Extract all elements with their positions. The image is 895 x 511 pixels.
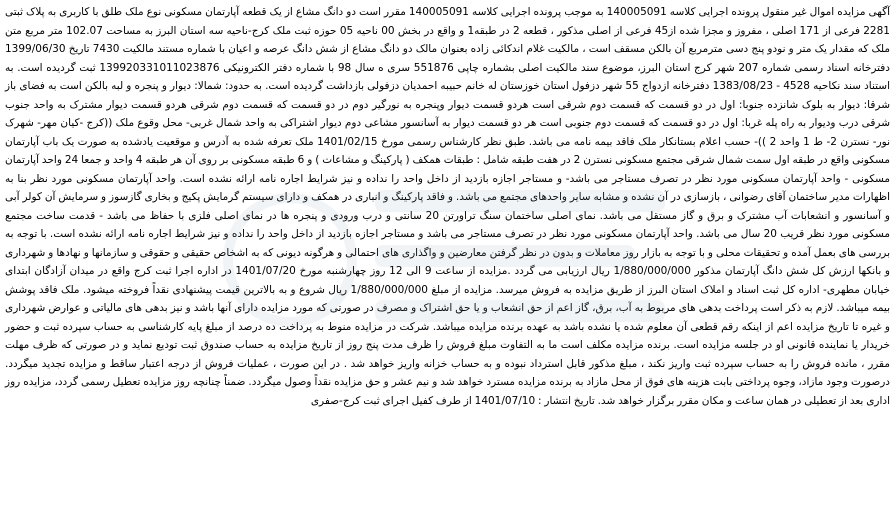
- notice-signature: از طرف کفیل اجرای ثبت کرج-صفری: [310, 394, 472, 407]
- notice-text: آگهی مزایده اموال غیر منقول پرونده اجرایی کلاسه 140005091 به موجب پرونده اجرایی کلاسه 140005091 مقرر است دو دانگ مشاع از یک قطعه آپارتمان مسکونی نوع ملک طلق با کاربری به پلاک ثبتی 2281 فرعی از 171 اصلی ، مفروز و مجزا شده از45 فرعی از اصلی مذکور ، قطعه 2 در طبقه1 و واقع در بخش 00 ناحیه 05 حوزه ثبت ملک کرج-ناحیه سه استان البرز به مساحت 102.07 متر مربع متن ملک که مقدار یک متر و نودو پنج دسی مترمربع آن بالکن مسقف است ، مالکیت غلام اندکائی زاده بعنوان مالک دو دانگ مشاع از شش دانگ عرصه و اعیان با شماره مستند مالکیت 7430 تاریخ 1399/06/30 دفترخانه اسناد رسمی شماره 207 شهر کرج استان البرز، موضوع سند مالکیت اصلی بشماره چاپی 551876 سری ه سال 98 با شماره دفتر الکترونیکی 139920331011023876 ثبت گردیده است. به استناد سند نکاحیه 4528 - 1383/08/23 دفترخانه ازدواج 55 شهر دزفول استان خوزستان له خانم حبیبه احمدیان دزفولی بازداشت گردیده است. به حدود: شمالا: دیوار و پنجره و لبه بالکن است به فضای باز شرقا: دیوار به بلوک شانزده جنوبا: اول در دو قسمت که قسمت دوم شرقی است هردو قسمت دیوار وپنجره به نورگیر دوم در دو قسمت که قسمت دوم شرقی هردو قسمت دیوار مشترک به واحد جنوب شرقی درب ودیوار به راه پله غربا: اول در دو قسمت که قسمت دوم جنوبی است هر دو قسمت دیوار به آسانسور مشاعی دوم دیوار اشتراکی به واحد شمال غربی- محل وقوع ملک ((کرج -کیان مهر- شهرک نور- نسترن 2- ط 1 واحد 2 ))- حسب اعلام بستانکار ملک فاقد بیمه نامه می باشد. طبق نظر کارشناس رسمی مورخ 1401/02/15 ملک تعرفه شده به آدرس و موقعیت یادشده به صورت یک باب آپارتمان مسکونی واقع در طبقه اول سمت شمال شرقی مجتمع مسکونی نسترن 2 در هفت طبقه شامل : طبقات همکف ( پارکینگ و مشاعات ) و 6 طبقه مسکونی بر روی آن هر طبقه 4 واحد و جمعا 24 واحد آپارتمان مسکونی - واحد آپارتمان مسکونی مورد نظر در تصرف مستاجر می باشد- و مستاجر اجازه بازدید از داخل واحد را نداده و نیز شرایط اجاره نامه ارائه نشده است. واحد آپارتمان مسکونی مورد نظر بنا به اظهارات مدیر ساختمان آقای رضوانی ، بازسازی در آن نشده و مشابه سایر واحدهای مجتمع می باشد. و فاقد پارکینگ و انباری در همکف و دارای سیستم گرمایش پکیج و بخاری گازسوز و سرمایش آن کولر آبی و آسانسور و انشعابات آب مشترک و برق و گاز مستقل می باشد. نمای اصلی ساختمان سنگ تراورتن 20 سانتی و درب ورودی و پنجره ها در نمای اصلی فلزی با حفاظ می باشد - قدمت ساخت مجتمع مسکونی مورد نظر قریب 20 سال می باشد. واحد آپارتمان مسکونی مورد نظر در تصرف مستاجر می باشد و مستاجر اجازه بازدید از داخل واحد را نداده و نیز شرایط اجاره نامه ارائه نشده است. با توجه به بررسی های بعمل آمده و تحقیقات محلی و با توجه به بازار روز معاملات و بدون در نظر گرفتن معارضین و واگذاری های احتمالی و هرگونه دیونی که به اشخاص حقیقی و حقوقی و سازمانها و نهادها و شهرداری و بانکها ارزش کل شش دانگ آپارتمان مذکور 1/880/000/000 ریال ارزیابی می گردد .مزایده از ساعت 9 الی 12 روز چهارشنبه مورخ 1401/07/20 در اداره اجرا ثبت کرج واقع در میدان آزادگان ابتدای خیابان مطهری- اداره کل ثبت اسناد و املاک استان البرز از طریق مزایده به فروش میرسد. مزایده از مبلغ 1/880/000/000 ریال شروع و به بالاترین قیمت پیشنهادی نقداً فروخته میشود. ملک فاقد پوشش بیمه میباشد. لازم به ذکر است پرداخت بدهی های مربوط به آب، برق، گاز اعم از حق انشعاب و یا حق اشتراک و مصرف در صورتی که مورد مزایده دارای آنها باشد و نیز بدهی های مالیاتی و عوارض شهرداری و غیره تا تاریخ مزایده اعم از اینکه رقم قطعی آن معلوم شده یا نشده باشد به عهده برنده مزایده میباشد. شرکت در مزایده منوط به پرداخت ده درصد از مبلغ پایه کارشناسی به حساب سپرده ثبت و حضور خریدار یا نماینده قانونی او در جلسه مزایده است. برنده مزایده مکلف است ما به التفاوت مبلغ فروش را ظرف مدت پنج روز از تاریخ مزایده به حساب صندوق ثبت تودیع نماید و در صورتی که ظرف مهلت مقرر ، مانده فروش را به حساب سپرده ثبت واریز نکند ، مبلغ مذکور قابل استرداد نبوده و به حساب خزانه واریز خواهد شد . در این صورت ، عملیات فروش از درجه اعتبار ساقط و مزایده تجدید میگردد. درصورت وجود مازاد، وجوه پرداختی بابت هزینه های فوق از محل مازاد به برنده مزایده مسترد خواهد شد و نیم عشر و حق مزایده نقداً وصول میگردد. ضمناً چنانچه روز مزایده تعطیل رسمی گردد، مزایده روز اداری بعد از تعطیلی در همان ساعت و مکان مقرر برگزار خواهد شد. تاریخ انتشار : 1401/07/10: [5, 6, 891, 407]
- notice-body: [5, 3, 890, 410]
